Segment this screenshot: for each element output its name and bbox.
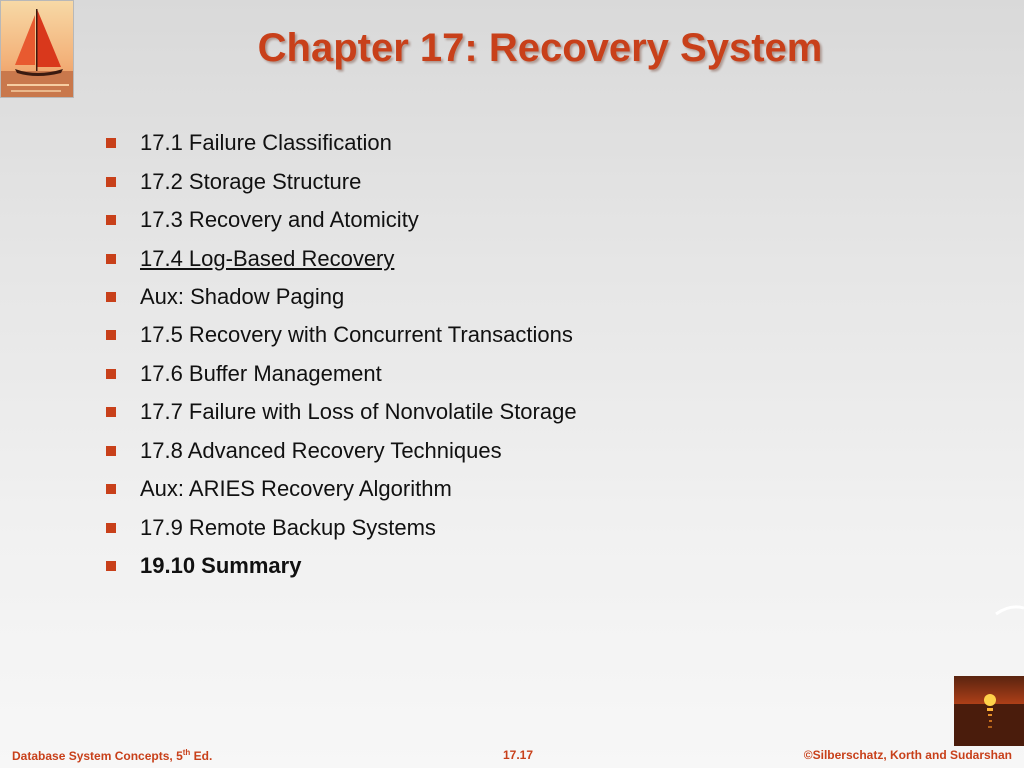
square-bullet-icon	[106, 446, 116, 456]
topic-list	[106, 124, 577, 585]
list-item-text: 17.1 Failure Classification	[140, 130, 392, 156]
list-item	[106, 508, 577, 546]
list-item-text: 17.8 Advanced Recovery Techniques	[140, 437, 502, 463]
slide-title: Chapter 17: Recovery System	[257, 26, 823, 70]
list-item	[106, 355, 577, 393]
square-bullet-icon	[106, 138, 116, 148]
list-item-text: 17.3 Recovery and Atomicity	[140, 207, 419, 233]
square-bullet-icon	[106, 215, 116, 225]
list-item-text: Aux: Shadow Paging	[140, 283, 345, 309]
list-item	[106, 393, 577, 431]
square-bullet-icon	[106, 523, 116, 533]
square-bullet-icon	[106, 330, 116, 340]
list-item-text: 19.10 Summary	[140, 553, 302, 579]
page-number: 17.17	[503, 748, 534, 762]
footer-book-title: Database System Concepts, 5th Ed.	[12, 748, 213, 763]
list-item-text: 17.7 Failure with Loss of Nonvolatile Storage	[140, 399, 577, 425]
list-item-link[interactable]	[106, 239, 577, 277]
list-item	[106, 278, 577, 316]
list-item-text: Aux: ARIES Recovery Algorithm	[140, 476, 452, 502]
footer	[0, 744, 1024, 768]
list-item-text: 17.6 Buffer Management	[140, 360, 382, 386]
square-bullet-icon	[106, 254, 116, 264]
square-bullet-icon	[106, 561, 116, 571]
list-item	[106, 124, 577, 162]
square-bullet-icon	[106, 177, 116, 187]
square-bullet-icon	[106, 369, 116, 379]
list-item-text[interactable]: 17.4 Log-Based Recovery	[140, 245, 395, 271]
square-bullet-icon	[106, 484, 116, 494]
swoosh-decoration	[994, 600, 1024, 620]
list-item	[106, 432, 577, 470]
square-bullet-icon	[106, 292, 116, 302]
list-item	[106, 162, 577, 200]
list-item	[106, 470, 577, 508]
list-item-text: 17.9 Remote Backup Systems	[140, 514, 436, 540]
footer-copyright: ©Silberschatz, Korth and Sudarshan	[803, 748, 1012, 762]
list-item-text: 17.2 Storage Structure	[140, 168, 362, 194]
list-item-text: 17.5 Recovery with Concurrent Transactions	[140, 322, 573, 348]
list-item	[106, 201, 577, 239]
list-item	[106, 547, 577, 585]
list-item	[106, 316, 577, 354]
sunset-image	[954, 676, 1024, 746]
square-bullet-icon	[106, 407, 116, 417]
